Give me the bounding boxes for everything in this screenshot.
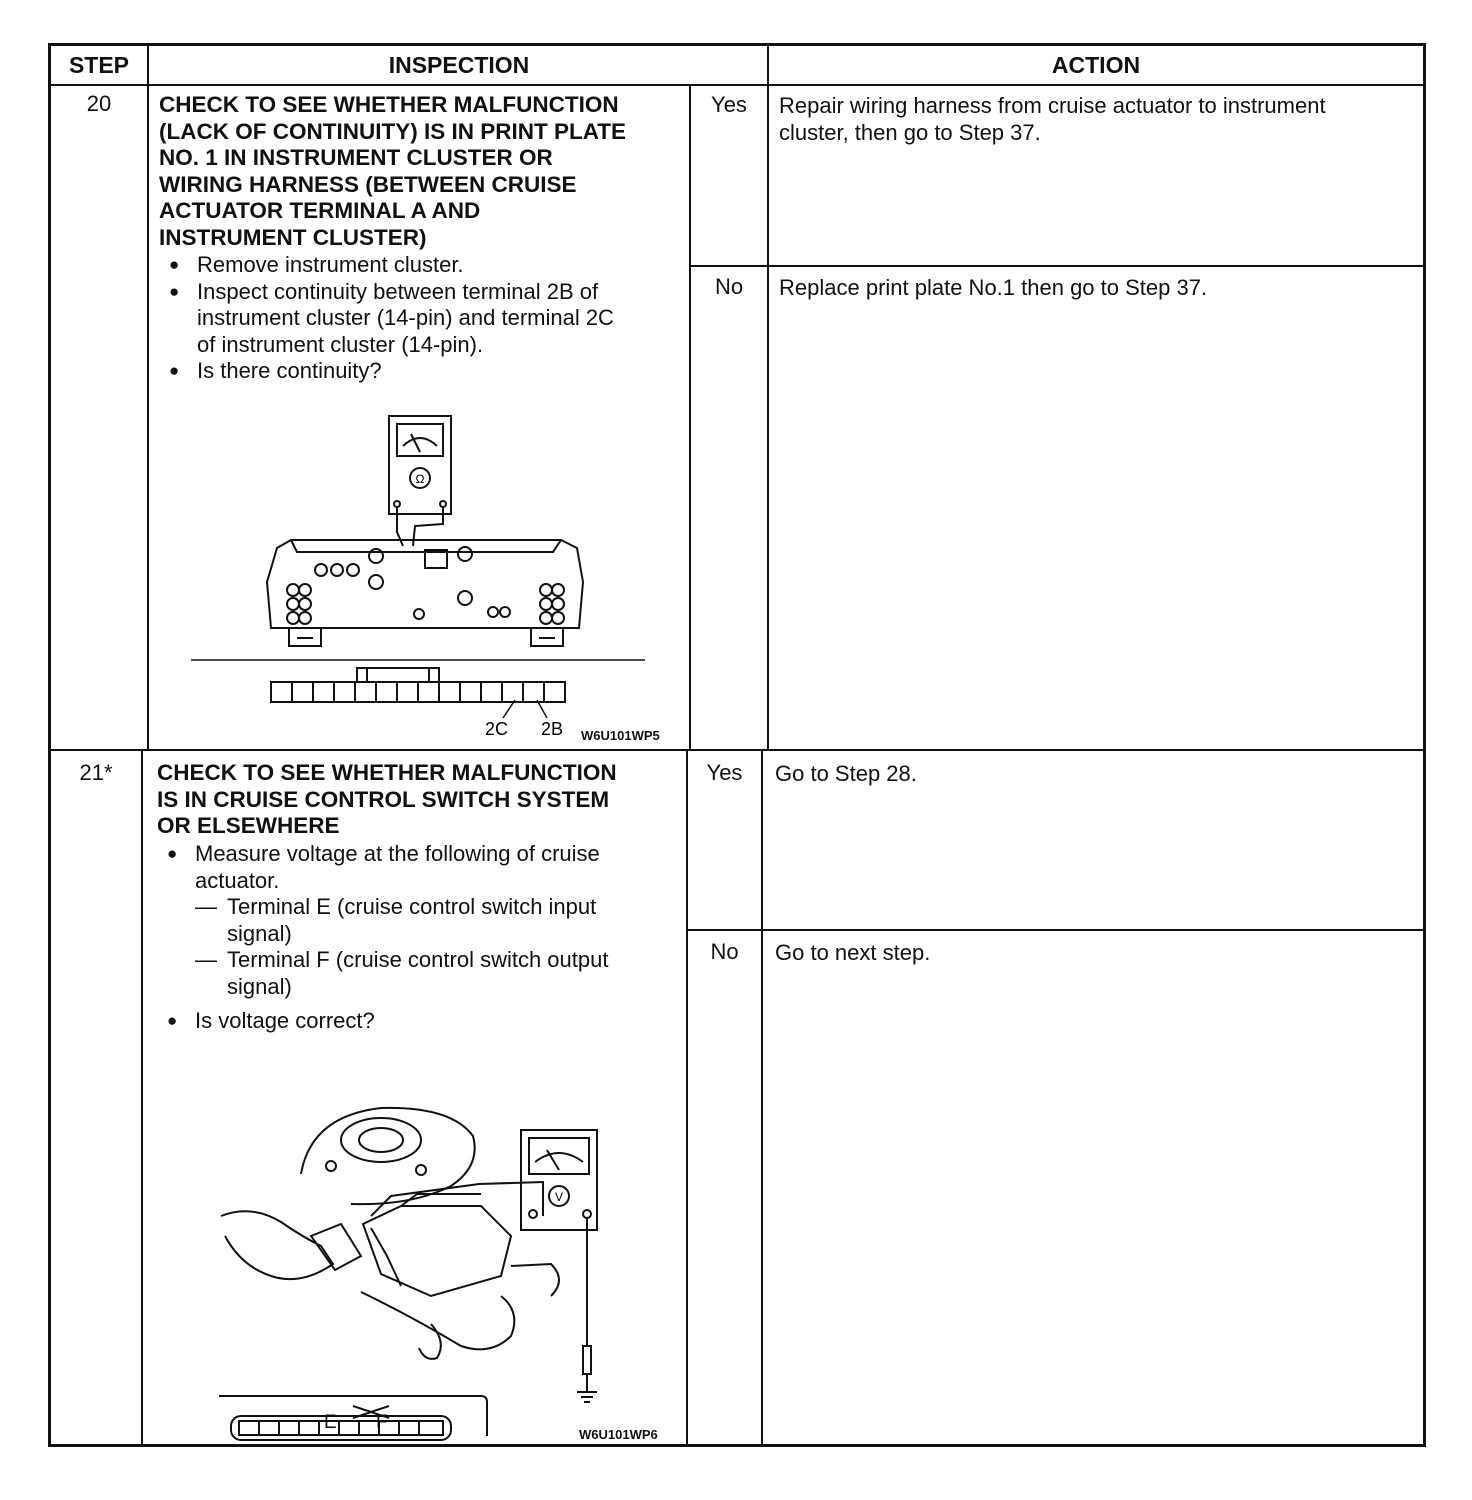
bullet-item: ● Remove instrument cluster. xyxy=(159,252,689,279)
step-number: 20 xyxy=(86,91,112,116)
title-line: IS IN CRUISE CONTROL SWITCH SYSTEM xyxy=(157,786,610,812)
instrument-cluster-continuity-figure xyxy=(181,406,651,746)
col-divider-step-lower xyxy=(141,751,143,1447)
title-line: INSTRUMENT CLUSTER) xyxy=(159,224,427,250)
step-number: 21* xyxy=(79,760,113,785)
voltmeter-icon xyxy=(521,1130,597,1230)
label-2c: 2C xyxy=(485,719,509,739)
col-divider-action xyxy=(767,46,769,751)
inspection-title xyxy=(157,760,687,840)
no-action: Replace print plate No.1 then go to Step 37. xyxy=(779,275,1208,300)
sub-item: — Terminal E (cruise control switch input signal) xyxy=(195,894,597,946)
col-divider-action-lower xyxy=(761,751,763,1447)
yes-label: Yes xyxy=(711,92,747,117)
title-line: ACTUATOR TERMINAL A AND xyxy=(159,198,481,223)
label-f: F xyxy=(376,1412,388,1433)
yes-label: Yes xyxy=(706,760,743,785)
title-line: OR ELSEWHERE xyxy=(157,813,340,838)
inspection-bullets xyxy=(159,252,689,385)
no-action: Go to next step. xyxy=(775,940,931,965)
inspection-bullets xyxy=(157,841,687,1035)
header-inspection: INSPECTION xyxy=(388,52,530,78)
bullet-item: ● Is voltage correct? xyxy=(157,1008,687,1035)
figure-code: W6U101WP5 xyxy=(581,728,660,743)
title-line: WIRING HARNESS (BETWEEN CRUISE xyxy=(159,171,577,197)
col-divider-step xyxy=(147,46,149,751)
no-label: No xyxy=(714,274,744,299)
yes-action: Go to Step 28. xyxy=(775,761,917,786)
header-action: ACTION xyxy=(1051,52,1141,78)
title-line: NO. 1 IN INSTRUMENT CLUSTER OR xyxy=(159,145,553,170)
volt-symbol: V xyxy=(554,1190,564,1204)
bullet-item: ● Measure voltage at the following of cruise actuator. xyxy=(157,841,687,894)
ohm-symbol: Ω xyxy=(415,472,425,486)
inspection-table xyxy=(48,43,1426,1447)
no-label: No xyxy=(710,939,739,964)
label-2b: 2B xyxy=(541,719,564,739)
cruise-actuator-voltage-figure xyxy=(211,1096,681,1441)
yesno-divider-1 xyxy=(689,265,1423,267)
title-line: CHECK TO SEE WHETHER MALFUNCTION xyxy=(157,760,617,785)
title-line: CHECK TO SEE WHETHER MALFUNCTION xyxy=(159,92,619,117)
row-divider xyxy=(51,749,1423,751)
yes-action: Repair wiring harness from cruise actuator to instrument cluster, then go to Step 37. xyxy=(779,93,1326,145)
header-step: STEP xyxy=(68,52,130,78)
title-line: (LACK OF CONTINUITY) IS IN PRINT PLATE xyxy=(159,118,627,144)
label-e: E xyxy=(324,1412,337,1433)
bullet-item: ● Inspect continuity between terminal 2B of instrument cluster (14-pin) and terminal 2C of instrument cluster (14-pin). xyxy=(159,279,689,359)
col-divider-yn xyxy=(689,86,691,751)
bullet-item: ● Is there continuity? xyxy=(159,358,689,385)
sub-item: — Terminal F (cruise control switch output signal) xyxy=(195,947,609,999)
ohmmeter-icon xyxy=(389,416,451,514)
yesno-divider-2 xyxy=(686,929,1423,931)
header-divider xyxy=(51,84,1423,86)
inspection-title xyxy=(159,92,689,251)
figure-code: W6U101WP6 xyxy=(579,1427,658,1442)
